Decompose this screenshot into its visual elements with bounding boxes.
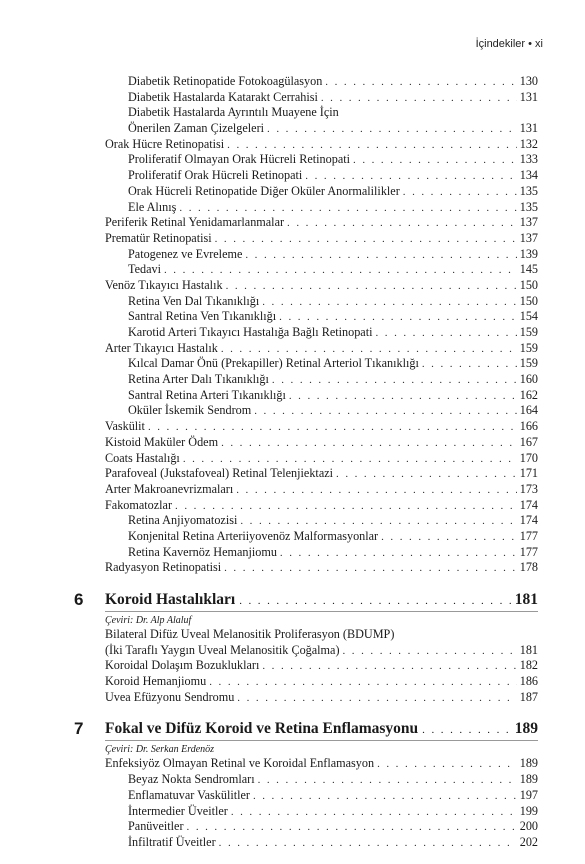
toc-entry[interactable]	[105, 819, 538, 835]
toc-entry[interactable]	[105, 498, 538, 514]
entry-page-number: 171	[519, 466, 538, 481]
toc-entry[interactable]	[105, 278, 538, 294]
entry-title: Diabetik Retinopatide Fotokoagülasyon	[128, 74, 323, 88]
entry-page-number: 202	[519, 834, 538, 849]
entry-title: Parafoveal (Jukstafoveal) Retinal Telenjiektazi	[105, 466, 334, 481]
entry-page-number: 187	[519, 689, 538, 704]
chapter-heading[interactable]	[105, 590, 538, 611]
entry-title: Uvea Efüzyonu Sendromu	[105, 689, 235, 704]
dot-leader	[377, 757, 517, 773]
dot-leader	[280, 546, 517, 562]
toc-entry[interactable]	[105, 529, 538, 545]
toc-entry[interactable]	[105, 184, 538, 200]
entry-page-number: 189	[519, 772, 538, 787]
dot-leader	[179, 201, 516, 217]
toc-entry[interactable]	[105, 200, 538, 216]
dot-leader	[226, 279, 517, 295]
toc-entry[interactable]	[105, 152, 538, 168]
entry-title: Enfeksiyöz Olmayan Retinal ve Koroidal Enflamasyon	[105, 756, 375, 771]
chapter-number: 7	[74, 719, 84, 739]
toc-entry[interactable]	[105, 466, 538, 482]
toc-entry[interactable]	[105, 560, 538, 576]
dot-leader	[219, 836, 517, 852]
entry-page-number: 162	[519, 387, 538, 402]
dot-leader	[321, 91, 517, 107]
dot-leader	[325, 75, 516, 91]
entry-page-number: 131	[519, 121, 538, 136]
entry-page-number: 173	[519, 481, 538, 496]
entry-title: İnfiltratif Üveitler	[128, 834, 216, 849]
entry-title: Retina Arter Dalı Tıkanıklığı	[128, 372, 269, 387]
entry-title: İntermedier Üveitler	[128, 803, 228, 818]
toc-entry[interactable]	[105, 627, 538, 643]
entry-title: Retina Ven Dal Tıkanıklığı	[128, 293, 260, 308]
dot-leader	[224, 561, 517, 577]
toc-entry[interactable]	[105, 419, 538, 435]
entry-page-number: 178	[519, 560, 538, 575]
entry-title: Santral Retina Ven Tıkanıklığı	[128, 309, 277, 324]
entry-page-number: 132	[519, 136, 538, 151]
chapters-list	[74, 590, 538, 851]
chapter-block	[74, 590, 538, 705]
toc-entry[interactable]	[105, 325, 538, 341]
toc-entry[interactable]	[105, 262, 538, 278]
entry-page-number: 197	[519, 787, 538, 802]
dot-leader	[262, 659, 516, 675]
entry-page-number: 189	[519, 756, 538, 771]
chapter-translator: Çeviri: Dr. Serkan Erdenöz	[105, 744, 215, 756]
toc-entry[interactable]	[105, 643, 538, 659]
chapter-rule	[105, 611, 538, 612]
chapter-page-number: 181	[514, 591, 538, 608]
entry-page-number: 182	[519, 658, 538, 673]
entry-page-number: 164	[519, 403, 538, 418]
entry-title: Panüveitler	[128, 819, 184, 834]
dot-leader	[422, 720, 511, 740]
dot-leader	[262, 295, 516, 311]
dot-leader	[254, 404, 517, 420]
dot-leader	[221, 436, 517, 452]
dot-leader	[227, 138, 517, 154]
entry-title: Arter Tıkayıcı Hastalık	[105, 340, 218, 355]
entry-title: Konjenital Retina Arteriiyovenöz Malformasyonlar	[128, 528, 379, 543]
dot-leader	[175, 499, 517, 515]
entry-title: Orak Hücre Retinopatisi	[105, 136, 225, 151]
entry-title: Radyasyon Retinopatisi	[105, 560, 222, 575]
entry-page-number: 137	[519, 230, 538, 245]
dot-leader	[237, 691, 516, 707]
toc-entry[interactable]	[105, 756, 538, 772]
entry-title: Fakomatozlar	[105, 497, 173, 512]
entry-title: Proliferatif Olmayan Orak Hücreli Retinopati	[128, 152, 351, 167]
toc-entry[interactable]	[105, 294, 538, 310]
toc-entry[interactable]	[105, 215, 538, 231]
chapter-rule	[105, 740, 538, 741]
entry-title: Santral Retina Arteri Tıkanıklığı	[128, 387, 286, 402]
entry-page-number: 145	[519, 262, 538, 277]
entry-page-number: 166	[519, 419, 538, 434]
chapter-page-number: 189	[514, 720, 538, 738]
entry-page-number: 135	[519, 183, 538, 198]
dot-leader	[164, 263, 517, 279]
entry-title: Proliferatif Orak Hücreli Retinopati	[128, 168, 303, 183]
toc-entry[interactable]	[105, 105, 538, 121]
dot-leader	[422, 357, 517, 373]
toc-entry[interactable]	[105, 788, 538, 804]
entry-title: Enflamatuvar Vaskülitler	[128, 787, 250, 802]
dot-leader	[231, 805, 517, 821]
dot-leader	[236, 483, 516, 499]
dot-leader	[240, 514, 516, 530]
entry-title: Prematür Retinopatisi	[105, 230, 212, 245]
toc-entry[interactable]	[105, 388, 538, 404]
dot-leader	[148, 420, 517, 436]
entry-title: Karotid Arteri Tıkayıcı Hastalığa Bağlı Retinopati	[128, 325, 373, 339]
dot-leader	[209, 675, 517, 691]
running-head: İçindekiler • xi	[475, 38, 543, 50]
entry-page-number: 174	[519, 513, 538, 528]
entry-title: Retina Anjiyomatozisi	[128, 513, 238, 528]
entry-title: Koroid Hemanjiomu	[105, 674, 207, 689]
toc-entry[interactable]	[105, 137, 538, 153]
toc-entry[interactable]	[105, 309, 538, 325]
entry-title: Patogenez ve Evreleme	[128, 246, 243, 261]
chapter-block	[74, 719, 538, 850]
entry-page-number: 160	[519, 372, 538, 387]
entry-page-number: 139	[519, 246, 538, 261]
toc-entry[interactable]	[105, 674, 538, 690]
entry-title: Retina Kavernöz Hemanjiomu	[128, 544, 277, 559]
entry-page-number: 170	[519, 450, 538, 465]
entry-page-number: 181	[519, 642, 538, 657]
entry-title: Oküler İskemik Sendrom	[128, 403, 252, 418]
toc-entry[interactable]	[105, 513, 538, 529]
dot-leader	[287, 216, 517, 232]
entry-page-number: 159	[519, 356, 538, 371]
entry-title: Arter Makroanevrizmaları	[105, 481, 234, 496]
entry-page-number: 134	[519, 168, 538, 183]
toc-entry[interactable]	[105, 482, 538, 498]
dot-leader	[279, 310, 517, 326]
entry-title: Venöz Tıkayıcı Hastalık	[105, 277, 223, 292]
pre-entries-list	[105, 74, 538, 576]
entry-page-number: 199	[519, 803, 538, 818]
toc-entry[interactable]	[105, 168, 538, 184]
entry-page-number: 159	[519, 325, 538, 339]
entry-title: Bilateral Difüz Uveal Melanositik Proliferasyon (BDUMP)	[105, 627, 395, 641]
entry-title: Kistoid Maküler Ödem	[105, 434, 219, 449]
entry-title: Vaskülit	[105, 419, 145, 434]
entry-title: Tedavi	[128, 262, 161, 277]
entry-title: Koroidal Dolaşım Bozuklukları	[105, 658, 260, 673]
entry-page-number: 177	[519, 528, 538, 543]
toc-entry[interactable]	[105, 658, 538, 674]
chapter-number: 6	[74, 590, 84, 609]
chapter-title: Koroid Hastalıkları	[105, 591, 236, 608]
entry-page-number: 150	[519, 293, 538, 308]
dot-leader	[289, 389, 517, 405]
entry-title: Kılcal Damar Önü (Prekapiller) Retinal Arteriol Tıkanıklığı	[128, 356, 419, 371]
toc-entry[interactable]	[105, 772, 538, 788]
chapter-title: Fokal ve Difüz Koroid ve Retina Enflamasyonu	[105, 720, 419, 738]
entry-page-number: 130	[519, 74, 538, 88]
toc-entry[interactable]	[105, 341, 538, 357]
dot-leader	[215, 232, 517, 248]
toc-entry[interactable]	[105, 451, 538, 467]
toc-entry[interactable]	[105, 835, 538, 851]
toc-entry[interactable]	[105, 356, 538, 372]
entry-page-number: 154	[519, 309, 538, 324]
dot-leader	[353, 153, 517, 169]
entry-page-number: 150	[519, 277, 538, 292]
dot-leader	[305, 169, 516, 185]
entry-page-number: 167	[519, 434, 538, 449]
dot-leader	[183, 452, 517, 468]
entry-page-number: 133	[519, 152, 538, 167]
entry-title: Coats Hastalığı	[105, 450, 180, 465]
dot-leader	[221, 342, 517, 358]
entry-title: (İki Taraflı Yaygın Uveal Melanositik Çoğalma)	[105, 642, 340, 657]
entry-page-number: 174	[519, 497, 538, 512]
entry-title: Orak Hücreli Retinopatide Diğer Oküler Anormalilikler	[128, 183, 400, 198]
entry-page-number: 135	[519, 199, 538, 214]
dot-leader	[267, 122, 517, 138]
entry-title: Diabetik Hastalarda Katarakt Cerrahisi	[128, 89, 318, 104]
toc-entry[interactable]	[105, 372, 538, 388]
dot-leader	[336, 467, 517, 483]
entry-title: Diabetik Hastalarda Ayrıntılı Muayene İçin	[128, 105, 339, 120]
toc-entry[interactable]	[105, 74, 538, 90]
dot-leader	[245, 248, 516, 264]
entry-page-number: 137	[519, 215, 538, 230]
toc-entry[interactable]	[105, 403, 538, 419]
dot-leader	[381, 530, 517, 546]
entry-title: Önerilen Zaman Çizelgeleri	[128, 121, 265, 136]
toc-entry[interactable]	[105, 231, 538, 247]
toc-entry[interactable]	[105, 804, 538, 820]
chapter-translator: Çeviri: Dr. Alp Alaluf	[105, 615, 192, 626]
chapter-heading[interactable]	[105, 719, 538, 740]
table-of-contents	[74, 74, 538, 851]
toc-entry[interactable]	[105, 545, 538, 561]
dot-leader	[258, 773, 517, 789]
entry-page-number: 200	[519, 819, 538, 834]
toc-entry[interactable]	[105, 690, 538, 706]
entry-page-number: 131	[519, 89, 538, 104]
toc-entry[interactable]	[105, 121, 538, 137]
dot-leader	[375, 326, 516, 342]
entry-title: Periferik Retinal Yenidamarlanmalar	[105, 215, 285, 230]
entry-page-number: 177	[519, 544, 538, 559]
toc-entry[interactable]	[105, 247, 538, 263]
dot-leader	[343, 644, 517, 660]
entry-page-number: 186	[519, 674, 538, 689]
entry-title: Beyaz Nokta Sendromları	[128, 772, 255, 787]
entry-page-number: 159	[519, 340, 538, 355]
toc-entry[interactable]	[105, 435, 538, 451]
dot-leader	[239, 591, 511, 611]
dot-leader	[187, 820, 517, 836]
dot-leader	[272, 373, 517, 389]
dot-leader	[253, 789, 517, 805]
entry-title: Ele Alınış	[128, 199, 177, 214]
dot-leader	[403, 185, 517, 201]
toc-entry[interactable]	[105, 90, 538, 106]
